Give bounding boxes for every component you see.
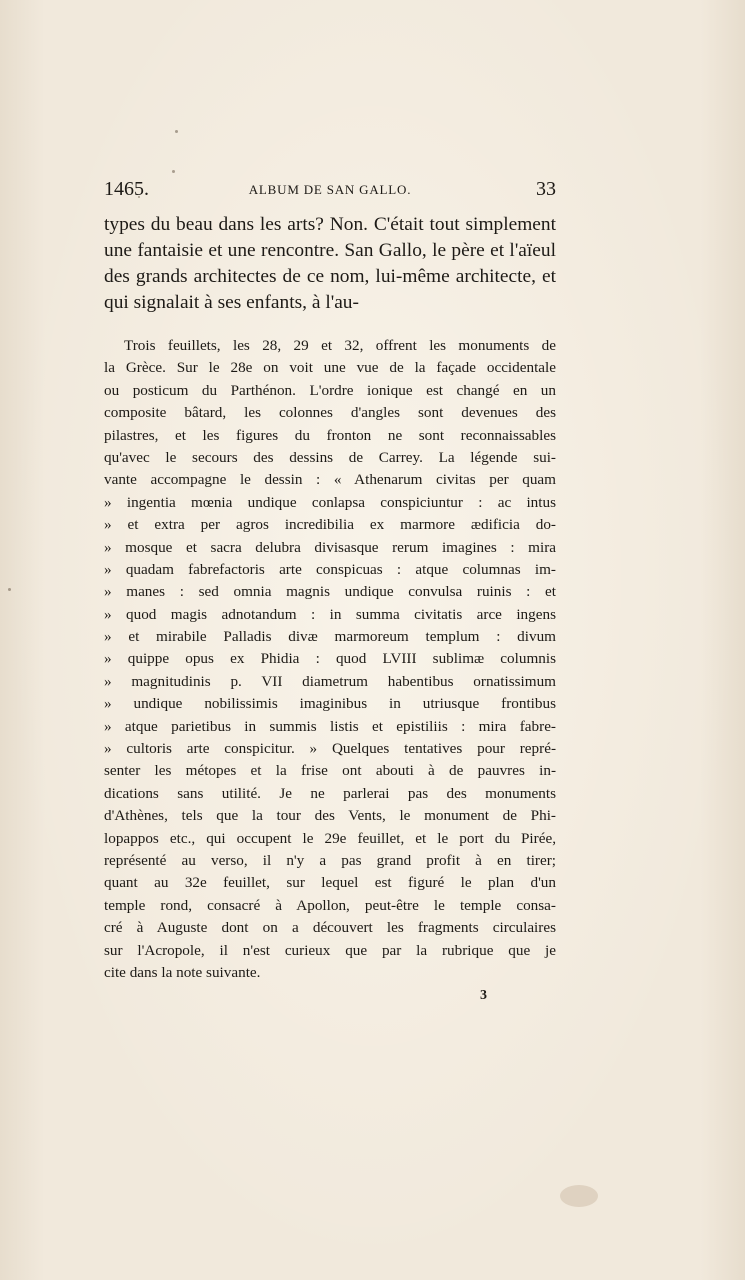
footnote-line: qu'avec le secours des dessins de Carrey. La légende sui- xyxy=(104,448,556,466)
footnote-line: dications sans utilité. Je ne parlerai pas des monuments xyxy=(104,784,556,802)
footnote-line: la Grèce. Sur le 28e on voit une vue de la façade occidentale xyxy=(104,359,556,377)
footnote-line: » et extra per agros incredibilia ex marmore ædificia do- xyxy=(104,516,556,534)
footnote-line: temple rond, consacré à Apollon, peut-être le temple consa- xyxy=(104,896,556,914)
footnote-line: quant au 32e feuillet, sur lequel est figuré le plan d'un xyxy=(104,874,556,892)
header-year: 1465. xyxy=(104,178,149,200)
footnote-line: » magnitudinis p. VII diametrum habentibus ornatissimum xyxy=(104,672,556,690)
footnote-line: pilastres, et les figures du fronton ne sont reconnaissables xyxy=(104,426,556,444)
footnote-line: vante accompagne le dessin : « Athenarum civitas per quam xyxy=(104,471,556,489)
footnote-line: lopappos etc., qui occupent le 29e feuillet, et le port du Pirée, xyxy=(104,829,556,847)
footnote-line: senter les métopes et la frise ont abouti à de pauvres in- xyxy=(104,762,556,780)
footnote-line: Trois feuillets, les 28, 29 et 32, offrent les monuments de xyxy=(124,337,556,354)
main-paragraph: types du beau dans les arts? Non. C'était tout simplement une fantaisie et une rencontre. San Gallo, le père et l'aïeul des grands architectes de ce nom, lui-même architecte, et qui signalait à ses enfants, à l'au- xyxy=(104,214,556,313)
footnote-line: composite bâtard, les colonnes d'angles sont devenues des xyxy=(104,404,556,422)
paper-speck xyxy=(172,170,175,173)
footnote-line: cite dans la note suivante. xyxy=(104,963,261,981)
footnote-line: » ingentia mœnia undique conlapsa conspiciuntur : ac intus xyxy=(104,493,556,511)
running-header xyxy=(104,178,556,208)
footnote-line: » atque parietibus in summis listis et epistiliis : mira fabre- xyxy=(104,717,556,735)
footnote-line: cré à Auguste dont on a découvert les fragments circulaires xyxy=(104,919,556,937)
footnote-block xyxy=(104,335,556,984)
footnote-line: ou posticum du Parthénon. L'ordre ionique est changé en un xyxy=(104,381,556,399)
footnote-line: » cultoris arte conspicitur. » Quelques tentatives pour repré- xyxy=(104,740,556,758)
footnote-line: » mosque et sacra delubra divisasque rerum imagines : mira xyxy=(104,538,556,556)
signature-mark: 3 xyxy=(480,988,487,1003)
footnote-line: d'Athènes, tels que la tour des Vents, le monument de Phi- xyxy=(104,807,556,825)
footnote-line: » quippe opus ex Phidia : quod LVIII sublimæ columnis xyxy=(104,650,556,668)
footnote-line: » undique nobilissimis imaginibus in utriusque frontibus xyxy=(104,695,556,713)
footnote-line: » quod magis adnotandum : in summa civitatis arce ingens xyxy=(104,605,556,623)
header-title: ALBUM DE SAN GALLO. xyxy=(248,182,412,197)
footnote-line: sur l'Acropole, il n'est curieux que par la rubrique que je xyxy=(104,941,556,959)
paper-stain xyxy=(560,1185,598,1207)
footnote-line: représenté au verso, il n'y a pas grand profit à en tirer; xyxy=(104,851,556,869)
footnote-line: » manes : sed omnia magnis undique convulsa ruinis : et xyxy=(104,583,556,601)
paper-speck xyxy=(175,130,178,133)
footnote-line: » quadam fabrefactoris arte conspicuas : atque columnas im- xyxy=(104,560,556,578)
paper-speck xyxy=(8,588,11,591)
footnote-line: » et mirabile Palladis divæ marmoreum templum : divum xyxy=(104,628,556,646)
page-number: 33 xyxy=(536,178,556,200)
